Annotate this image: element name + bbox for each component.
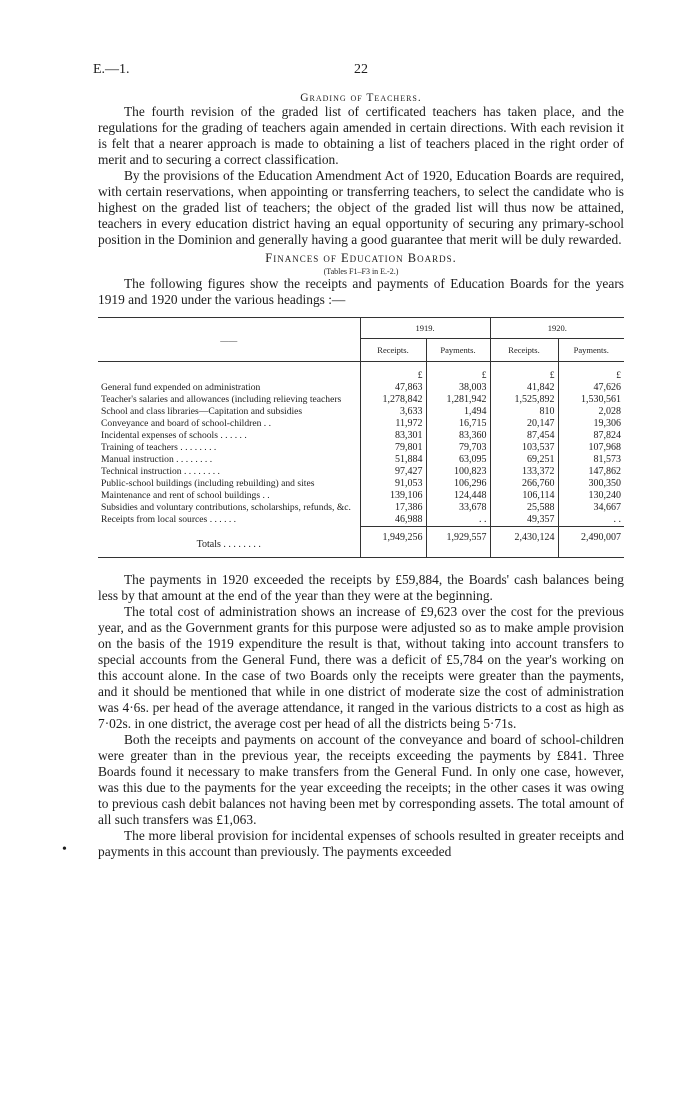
finance-table xyxy=(98,317,624,558)
totals-cell: 1,949,256 xyxy=(360,527,426,558)
value-cell: 97,427 xyxy=(360,466,426,478)
table-row xyxy=(98,454,624,466)
value-cell: 20,147 xyxy=(490,418,558,430)
totals-cell: 2,490,007 xyxy=(558,527,624,558)
row-label: Subsidies and voluntary contributions, scholarships, refunds, &c. xyxy=(101,502,351,513)
table-row xyxy=(98,502,624,514)
paragraph: The total cost of administration shows an increase of £9,623 over the cost for the previous year, and as the Government grants for this purpose were adjusted so as to make ample provision on the basis of the 1919 expenditure the result is that, without taking into account transfers to special accounts from the General Fund, there was a deficit of £5,784 on the year's working on this account alone. In the case of two Boards only the receipts were greater than the payments, and it should be mentioned that while in one district of moderate size the cost of administration was 4·6s. per head of the average attendance, it ranged in the various districts to a cost as high as 7·02s. in one district, the average cost per head of all the districts being 5·71s. xyxy=(98,603,624,731)
value-cell: 83,301 xyxy=(360,430,426,442)
table-row xyxy=(98,394,624,406)
page-number: 22 xyxy=(354,62,368,77)
value-cell: 106,296 xyxy=(426,478,490,490)
table-row xyxy=(98,478,624,490)
table-row xyxy=(98,490,624,502)
margin-bullet: • xyxy=(62,841,67,857)
unit-cell: £ xyxy=(426,362,490,383)
value-cell: 1,530,561 xyxy=(558,394,624,406)
value-cell: 81,573 xyxy=(558,454,624,466)
value-cell: 106,114 xyxy=(490,490,558,502)
year-header: 1920. xyxy=(490,318,624,339)
section-subtitle: (Tables F1–F3 in E.-2.) xyxy=(323,267,399,276)
row-label: School and class libraries—Capitation and subsidies xyxy=(101,406,303,417)
table-row xyxy=(98,418,624,430)
totals-label: Totals . . . . . . . . xyxy=(98,527,360,558)
value-cell: 139,106 xyxy=(360,490,426,502)
year-header: 1919. xyxy=(360,318,490,339)
row-label: Receipts from local sources . . . . . . xyxy=(101,514,237,525)
paragraph: The following figures show the receipts and payments of Education Boards for the years 1919 and 1920 under the various headings :— xyxy=(98,276,624,307)
table-row xyxy=(98,430,624,442)
column-header: Receipts. xyxy=(360,339,426,362)
value-cell: 810 xyxy=(490,406,558,418)
table-row xyxy=(98,382,624,394)
paragraph: The fourth revision of the graded list of certificated teachers has taken place, and the regulations for the grading of teachers again amended in certain directions. With each revision it is felt that a nearer approach is made to obtaining a list of teachers placed in the right order of merit and to securing a correct classification. xyxy=(98,104,624,167)
value-cell: 51,884 xyxy=(360,454,426,466)
value-cell: 11,972 xyxy=(360,418,426,430)
totals-row xyxy=(98,527,624,558)
value-cell: 87,824 xyxy=(558,430,624,442)
section-title-finances: Finances of Education Boards. xyxy=(265,251,457,265)
value-cell: 16,715 xyxy=(426,418,490,430)
table-row xyxy=(98,466,624,478)
stub-header: —— xyxy=(98,318,360,362)
value-cell: 49,357 xyxy=(490,514,558,527)
paragraph: The more liberal provision for incidental expenses of schools resulted in greater receipts and payments in this account than previously. The payments exceeded xyxy=(98,827,624,859)
value-cell: 41,842 xyxy=(490,382,558,394)
value-cell: 25,588 xyxy=(490,502,558,514)
value-cell: 1,281,942 xyxy=(426,394,490,406)
value-cell: 47,626 xyxy=(558,382,624,394)
table-row xyxy=(98,406,624,418)
row-label: Maintenance and rent of school buildings . . xyxy=(101,490,270,501)
value-cell: 87,454 xyxy=(490,430,558,442)
value-cell: 79,703 xyxy=(426,442,490,454)
document-reference: E.—1. xyxy=(93,62,130,77)
value-cell: 124,448 xyxy=(426,490,490,502)
row-label: Incidental expenses of schools . . . . . . xyxy=(101,430,247,441)
value-cell: 83,360 xyxy=(426,430,490,442)
table-row xyxy=(98,514,624,527)
value-cell: 33,678 xyxy=(426,502,490,514)
paragraph-text: Both the receipts and payments on account of the conveyance and board of school-children were greater than in the previous year, the receipts exceeding the payments by £841. Three Boards found it necessary to make transfers from the General Fund. In only one case, however, was this due to the payments for the year exceeding the receipts; in the other cases it was owing to previous cash debit balances not having been met by corresponding assets. The total amount of all such transfers was £1,063. xyxy=(98,731,624,827)
value-cell: 63,095 xyxy=(426,454,490,466)
column-header: Payments. xyxy=(426,339,490,362)
row-label: Conveyance and board of school-children . . xyxy=(101,418,271,429)
row-label: Technical instruction . . . . . . . . xyxy=(101,466,220,477)
paragraph: By the provisions of the Education Amendment Act of 1920, Education Boards are required, with certain reservations, when appointing or transferring teachers, to select the candidate who is highest on the graded list of teachers; the object of the graded list will thus now be attained, teachers in every education district having an equal opportunity of securing any primary-school position in the Dominion and generally having a good guarantee that merit will be duly rewarded. xyxy=(98,168,624,247)
value-cell: 91,053 xyxy=(360,478,426,490)
value-cell: 2,028 xyxy=(558,406,624,418)
value-cell: 46,988 xyxy=(360,514,426,527)
table-row xyxy=(98,442,624,454)
value-cell: 69,251 xyxy=(490,454,558,466)
running-head xyxy=(93,62,624,82)
paragraph: The payments in 1920 exceeded the receipts by £59,884, the Boards' cash balances being less by that amount at the end of the year than they were at the beginning. xyxy=(98,571,624,603)
totals-cell: 1,929,557 xyxy=(426,527,490,558)
section-title-grading: Grading of Teachers. xyxy=(300,92,422,104)
unit-cell: £ xyxy=(360,362,426,383)
value-cell: 17,386 xyxy=(360,502,426,514)
value-cell: 130,240 xyxy=(558,490,624,502)
value-cell: 147,862 xyxy=(558,466,624,478)
value-cell: . . xyxy=(558,514,624,527)
value-cell: 266,760 xyxy=(490,478,558,490)
value-cell: 133,372 xyxy=(490,466,558,478)
column-header: Payments. xyxy=(558,339,624,362)
value-cell: 3,633 xyxy=(360,406,426,418)
value-cell: 100,823 xyxy=(426,466,490,478)
row-label: Training of teachers . . . . . . . . xyxy=(101,442,217,453)
row-label: Teacher's salaries and allowances (including relieving teachers xyxy=(101,394,342,405)
value-cell: 107,968 xyxy=(558,442,624,454)
value-cell: 300,350 xyxy=(558,478,624,490)
value-cell: 1,525,892 xyxy=(490,394,558,406)
row-label: General fund expended on administration xyxy=(101,382,261,393)
value-cell: 38,003 xyxy=(426,382,490,394)
value-cell: 19,306 xyxy=(558,418,624,430)
value-cell: 34,667 xyxy=(558,502,624,514)
value-cell: 103,537 xyxy=(490,442,558,454)
document-page xyxy=(62,62,624,860)
row-label: Manual instruction . . . . . . . . xyxy=(101,454,213,465)
value-cell: . . xyxy=(426,514,490,527)
value-cell: 1,494 xyxy=(426,406,490,418)
column-header: Receipts. xyxy=(490,339,558,362)
row-label: Public-school buildings (including rebuilding) and sites xyxy=(101,478,315,489)
unit-cell: £ xyxy=(490,362,558,383)
value-cell: 79,801 xyxy=(360,442,426,454)
value-cell: 47,863 xyxy=(360,382,426,394)
value-cell: 1,278,842 xyxy=(360,394,426,406)
totals-cell: 2,430,124 xyxy=(490,527,558,558)
unit-cell: £ xyxy=(558,362,624,383)
